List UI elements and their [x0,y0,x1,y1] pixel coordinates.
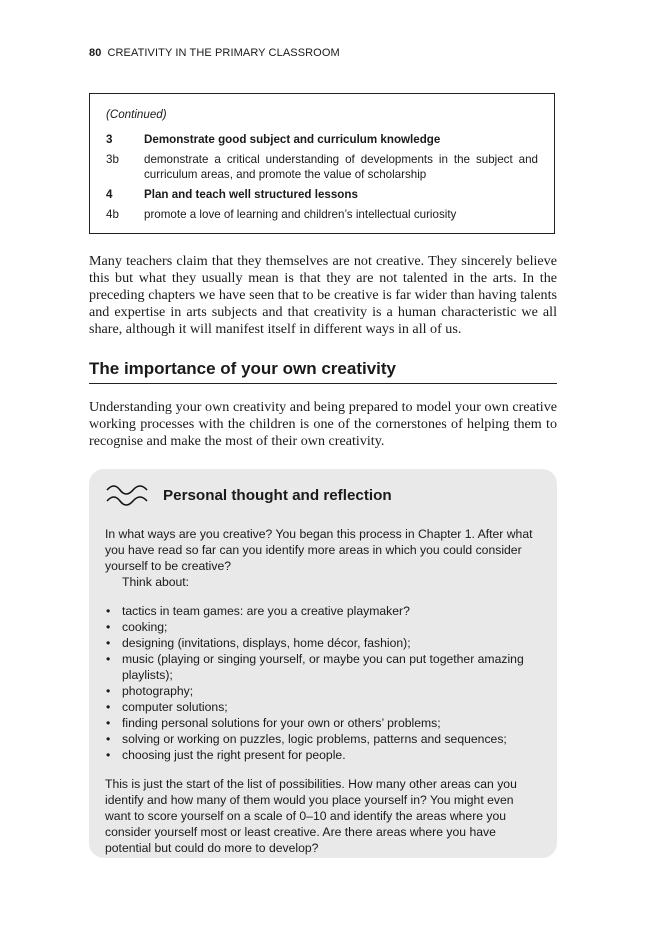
standard-number: 3 [106,133,113,146]
reflection-box [89,469,557,858]
list-item: • computer solutions; [106,700,228,714]
continued-label: (Continued) [106,108,167,121]
standard-row [106,132,538,147]
bullet-icon: • [106,684,111,698]
running-title: CREATIVITY IN THE PRIMARY CLASSROOM [107,47,340,59]
bullet-icon: • [106,636,111,650]
bullet-icon: • [106,748,111,762]
bullet-icon: • [106,604,111,618]
reflection-list [105,603,541,763]
bullet-icon: • [106,732,111,746]
intro-paragraph: Many teachers claim that they themselves are not creative. They sincerely believe this but what they usually mean is that they are not talented in the arts. In the preceding chapters we have seen that to be creative is far wider than having talents and expertise in arts subjects and that creativity is a human characteristic we all share, although it will manifest itself in different ways in all of us. [89,253,557,337]
standard-text: promote a love of learning and children’s intellectual curiosity [144,208,457,221]
standard-number: 3b [106,153,119,166]
standard-row [106,207,538,222]
list-item: • photography; [106,684,194,698]
reflection-header [105,480,541,512]
list-item: • tactics in team games: are you a creative playmaker? [106,604,410,618]
list-item: • cooking; [106,620,168,634]
standard-number: 4 [106,188,113,201]
running-header [89,47,340,59]
page-number: 80 [89,47,102,59]
standard-text: Plan and teach well structured lessons [144,188,358,201]
standard-text: Demonstrate good subject and curriculum knowledge [144,133,441,146]
standard-row [106,152,538,182]
standard-text: demonstrate a critical understanding of developments in the subject and curriculum areas, and promote the value of scholarship [144,153,538,181]
reflection-intro: In what ways are you creative? You began this process in Chapter 1. After what you have read so far can you identify more areas in which you could consider yourself to be creative? [105,527,533,573]
standards-box [89,93,555,234]
standard-number: 4b [106,208,119,221]
reflection-closing: This is just the start of the list of possibilities. How many other areas can you identify and how many of them would you place yourself in? You might even want to score yourself on a scale of 0–10 and identify the areas where you consider yourself most or least creative. Are there areas where you have potential but could do more to develop? [105,777,517,855]
think-about-label: Think about: [122,575,190,589]
reflection-title: Personal thought and reflection [163,487,392,504]
wave-icon [105,482,149,510]
bullet-icon: • [106,620,111,634]
section-paragraph: Understanding your own creativity and being prepared to model your own creative working processes with the children is one of the cornerstones of helping them to recognise and make the most of their own creativity. [89,399,557,449]
list-item: • solving or working on puzzles, logic problems, patterns and sequences; [106,732,507,746]
list-item: • choosing just the right present for people. [106,748,346,762]
bullet-icon: • [106,652,111,666]
bullet-icon: • [106,700,111,714]
standard-row [106,187,538,202]
section-heading: The importance of your own creativity [89,359,557,384]
bullet-icon: • [106,716,111,730]
list-item: • finding personal solutions for your own or others’ problems; [106,716,441,730]
list-item: • designing (invitations, displays, home décor, fashion); [106,636,411,650]
list-item: • music (playing or singing yourself, or maybe you can put together amazing playlists); [106,652,524,682]
